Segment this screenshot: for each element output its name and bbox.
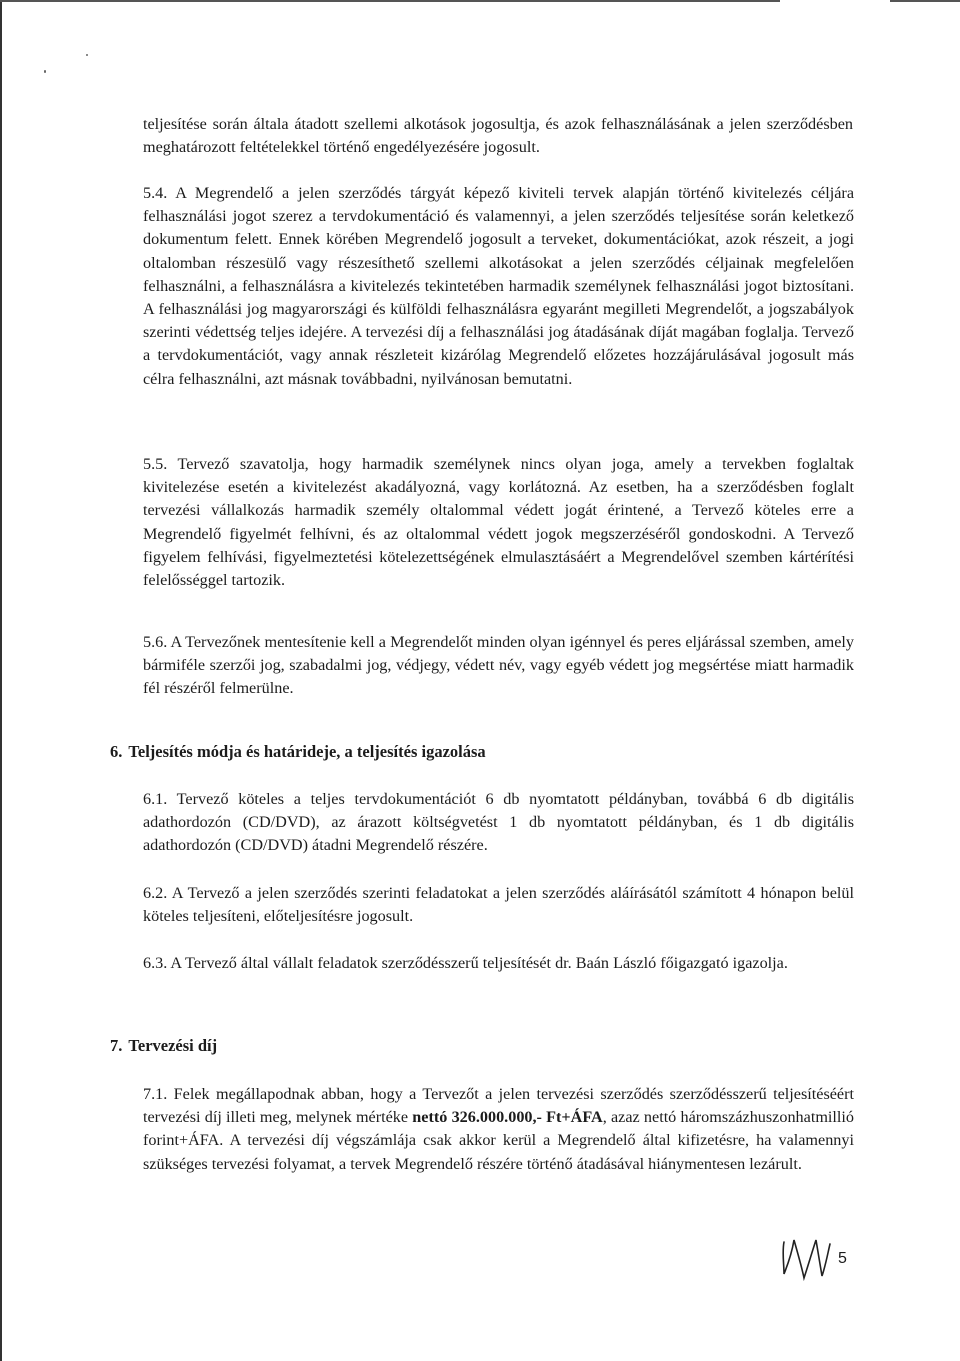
bold-amount: nettó 326.000.000,- Ft+ÁFA — [412, 1108, 603, 1127]
initials-signature-icon — [778, 1230, 834, 1290]
section-number: 7. — [110, 1036, 123, 1055]
page-number: 5 — [838, 1250, 847, 1267]
paragraph-continued: teljesítése során általa átadott szellemi alkotások jogosultja, és azok felhasználásának a jelen szerződésben meghatározott feltételekkel történő engedélyezésére jogosult. — [143, 115, 853, 157]
section-number: 6. — [110, 742, 123, 761]
text-run: , azaz nettó háromszázhuszonhatmillió forint+ÁFA. A tervezési díj végszámlája csak akkor kerül a Megrendelő által kifizetésre, ha valamennyi szükséges tervezési folyamat, a tervek Megrendelő részére történő átadásával hiánymentesen lezárult. — [143, 1108, 855, 1173]
scan-top-rule — [0, 0, 780, 2]
scan-edge-left — [0, 0, 3, 1361]
section-heading-7 — [110, 1035, 217, 1057]
paragraph-6-2: 6.2. A Tervező a jelen szerződés szerinti feladatokat a jelen szerződés aláírásától számított 4 hónapon belül köteles teljesíteni, előteljesítésre jogosult. — [143, 884, 854, 926]
text-run: 7.1. Felek megállapodnak abban, hogy a Tervezőt a jelen tervezési szerződés szerződésszerű teljesítéséért tervezési díj illeti meg, melynek mértéke — [143, 1085, 854, 1127]
scan-top-rule-right — [890, 0, 960, 2]
section-title: Tervezési díj — [128, 1036, 218, 1055]
paragraph-5-5: 5.5. Tervező szavatolja, hogy harmadik személynek nincs olyan joga, amely a tervekben foglaltak kivitelezése esetén a kivitelezést akadályozná, vagy korlátozná. Az esetben, ha a szerződésben foglalt tervezési vállalkozás harmadik személy oltalommal védett jogát érintené, a Tervező köteles erre a Megrendelő figyelmét felhívni, és az oltalommal védett jogok megszerzéséről gondoskodni. A Tervező figyelem felhívási, figyelmeztetési kötelezettségének elmulasztásáért a Megrendelővel szemben kártérítési felelősséggel tartozik. — [143, 455, 854, 590]
paragraph-5-6: 5.6. A Tervezőnek mentesítenie kell a Megrendelőt minden olyan igénnyel és peres eljárással szemben, amely bármiféle szerzői jog, szabadalmi jog, védjegy, védett név, vagy egyéb védett jog megsértése miatt harmadik fél részéről felmerülne. — [143, 633, 854, 698]
paragraph-6-3: 6.3. A Tervező által vállalt feladatok szerződésszerű teljesítését dr. Baán László főigazgató igazolja. — [143, 954, 788, 972]
scan-speck — [44, 70, 46, 73]
paragraph-5-4: 5.4. A Megrendelő a jelen szerződés tárgyát képező kiviteli tervek alapján történő kivitelezés céljára felhasználási jogot szerez a tervdokumentáció és valamennyi, a jelen szerződés teljesítése során keletkező dokumentum felett. Ennek körében Megrendelő jogosult a terveket, dokumentációkat, azok részeit, a jogi oltalomban részesülő vagy részesíthető szellemi alkotásokat a jelen szerződés céljainak megfelelően felhasználni, a felhasználásra a kivitelezés tekintetében harmadik személynek felhasználási jogot biztosítani. A felhasználási jog magyarországi és külföldi felhasználásra egyaránt megilleti Megrendelőt, a jogszabályok szerinti védettség teljes idejére. A tervezési díj a felhasználási jog átadásának díját magában foglalja. Tervező a tervdokumentációt, vagy annak részleteit kizárólag Megrendelő előzetes hozzájárulásával jogosult más célra felhasználni, azt másnak továbbadni, nyilvánosan bemutatni. — [143, 184, 854, 388]
paragraph-6-1: 6.1. Tervező köteles a teljes tervdokumentációt 6 db nyomtatott példányban, továbbá 6 db digitális adathordozón (CD/DVD), az árazott költségvetést 1 db nyomtatott példányban, és 1 db digitális adathordozón (CD/DVD) átadni Megrendelő részére. — [143, 790, 854, 855]
scan-speck — [86, 54, 88, 56]
paragraph-7-1 — [143, 1083, 854, 1176]
section-heading-6 — [110, 741, 486, 763]
section-title: Teljesítés módja és határideje, a teljesítés igazolása — [128, 742, 486, 761]
